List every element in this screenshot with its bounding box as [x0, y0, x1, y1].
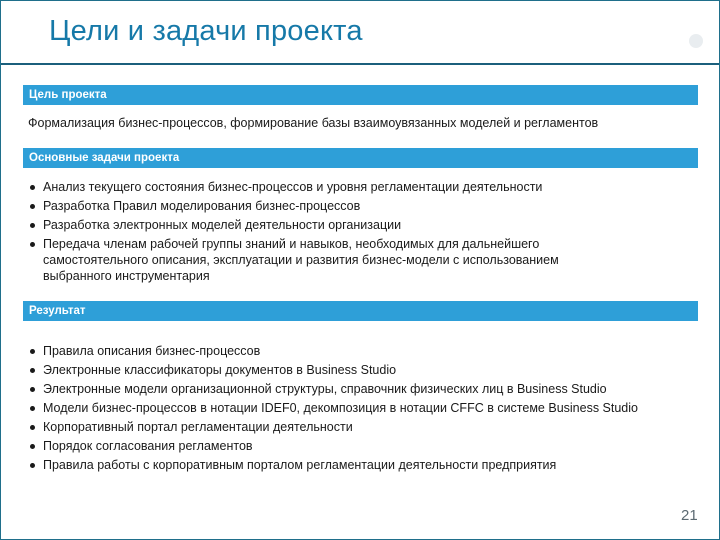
- result-item-text: Корпоративный портал регламентации деятельности: [43, 420, 353, 434]
- result-section-header: Результат: [23, 301, 698, 321]
- tasks-list: [28, 179, 628, 287]
- bullet-icon: [30, 463, 35, 468]
- bullet-icon: [30, 425, 35, 430]
- decorative-circle-icon: [689, 34, 703, 48]
- task-item-text: Анализ текущего состояния бизнес-процессов и уровня регламентации деятельности: [43, 180, 543, 194]
- result-list: [28, 343, 688, 476]
- list-item: [28, 236, 628, 284]
- result-item-text: Правила описания бизнес-процессов: [43, 344, 261, 358]
- list-item: [28, 438, 688, 454]
- result-item-text: Электронные классификаторы документов в Business Studio: [43, 363, 397, 377]
- list-item: [28, 198, 628, 214]
- list-item: [28, 419, 688, 435]
- list-item: [28, 381, 688, 397]
- title-bar: [1, 1, 719, 63]
- tasks-section-header: Основные задачи проекта: [23, 148, 698, 168]
- task-item-text: Передача членам рабочей группы знаний и навыков, необходимых для дальнейшего самостоятельного описания, эксплуатации и развития бизнес-модели с использованием выбранного инструментария: [43, 237, 559, 283]
- list-item: [28, 362, 688, 378]
- title-divider: [1, 63, 719, 65]
- goal-section-header: Цель проекта: [23, 85, 698, 105]
- page-number: 21: [681, 507, 698, 524]
- result-item-text: Правила работы с корпоративным порталом регламентации деятельности предприятия: [43, 458, 557, 472]
- result-item-text: Модели бизнес-процессов в нотации IDEF0, декомпозиция в нотации CFFC в системе Business Studio: [43, 401, 638, 415]
- bullet-icon: [30, 223, 35, 228]
- result-item-text: Электронные модели организационной структуры, справочник физических лиц в Business Studio: [43, 382, 607, 396]
- bullet-icon: [30, 368, 35, 373]
- task-item-text: Разработка электронных моделей деятельности организации: [43, 218, 402, 232]
- bullet-icon: [30, 387, 35, 392]
- slide-title: Цели и задачи проекта: [49, 15, 363, 47]
- list-item: [28, 217, 628, 233]
- bullet-icon: [30, 204, 35, 209]
- task-item-text: Разработка Правил моделирования бизнес-процессов: [43, 199, 361, 213]
- list-item: [28, 400, 688, 416]
- list-item: [28, 457, 688, 473]
- result-item-text: Порядок согласования регламентов: [43, 439, 253, 453]
- bullet-icon: [30, 406, 35, 411]
- bullet-icon: [30, 185, 35, 190]
- list-item: [28, 343, 688, 359]
- list-item: [28, 179, 628, 195]
- bullet-icon: [30, 349, 35, 354]
- bullet-icon: [30, 444, 35, 449]
- goal-text: Формализация бизнес-процессов, формирование базы взаимоувязанных моделей и регламентов: [28, 116, 599, 130]
- bullet-icon: [30, 242, 35, 247]
